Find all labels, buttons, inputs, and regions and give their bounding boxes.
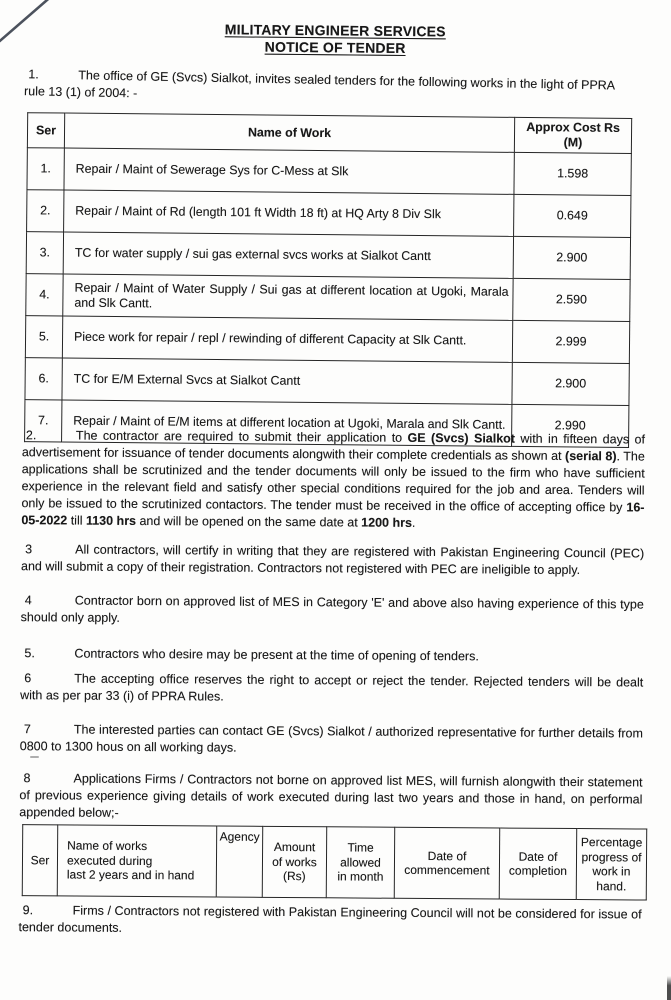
paragraph-text: The contractor are required to submit their application to (75, 428, 408, 445)
paragraph-number: 5. (24, 646, 35, 661)
works-row-cost: 1.598 (514, 152, 631, 195)
paragraph-8 (19, 770, 642, 825)
scan-smudge (30, 756, 39, 758)
works-row-ser: 4. (26, 274, 63, 316)
paragraph-number: 2. (25, 428, 37, 443)
works-row-cost: 2.999 (512, 320, 629, 363)
paragraph-number: 3 (25, 542, 33, 557)
paragraph-6 (20, 670, 643, 708)
paragraph-1 (24, 66, 648, 112)
works-row-cost: 0.649 (514, 194, 631, 237)
works-row-ser: 6. (25, 358, 62, 400)
paragraph-text: rule 13 (1) of 2004: - (23, 84, 138, 101)
paragraph-text: The office of GE (Svcs) Sialkot, invites sealed tenders for the following works in the light of PPRA (78, 68, 616, 93)
paragraph-3 (21, 541, 644, 579)
works-table-row (27, 148, 631, 196)
works-table-row (26, 232, 630, 280)
paragraph-text: Firms / Contractors not registered with Pakistan Engineering Council will not be considered for issue of tender documents. (18, 903, 642, 935)
paragraph-text-bold: 16-05-2022 (21, 500, 645, 528)
works-row-name: Piece work for repair / repl / rewinding of different Capacity at Slk Cantt. (62, 316, 512, 362)
exp-header-date-completion: Date of completion (499, 828, 576, 900)
paragraph-text: Contractors who desire may be present at the time of opening of tenders. (74, 646, 479, 664)
works-row-cost: 2.900 (513, 236, 630, 279)
scan-edge-artifact (667, 976, 671, 1000)
paragraph-text-bold: 1130 hrs (85, 513, 137, 528)
works-table (24, 112, 632, 448)
title-line-1: MILITARY ENGINEER SERVICES (224, 21, 446, 40)
paragraph-4 (21, 592, 644, 630)
works-row-cost: 2.900 (512, 362, 629, 405)
works-header-ser: Ser (27, 113, 64, 148)
title-line-2: NOTICE OF TENDER (264, 38, 406, 57)
works-row-name: Repair / Maint of Water Supply / Sui gas at different location at Ugoki, Marala and Slk Cantt. (63, 274, 513, 320)
works-table-row (25, 316, 629, 364)
paragraph-9 (18, 902, 641, 940)
paragraph-5 (20, 645, 643, 666)
exp-header-time-allowed: Time allowed in month (326, 827, 394, 898)
works-row-name: Repair / Maint of Sewerage Sys for C-Mess at Slk (64, 148, 514, 194)
paragraph-text-bold: GE (Svcs) Sialkot (407, 430, 516, 446)
exp-header-date-commencement: Date of commencement (394, 827, 499, 899)
paragraph-text: till (67, 513, 87, 528)
works-row-ser: 5. (25, 316, 62, 358)
paragraph-number: 9. (22, 903, 34, 918)
paragraph-2 (21, 427, 645, 533)
document-title (0, 19, 671, 59)
paragraph-number: 7 (23, 722, 31, 737)
paragraph-text: Contractor born on approved list of MES in Category 'E' and above also having experience of this type should only apply. (20, 593, 644, 625)
works-row-cost: 2.990 (512, 404, 629, 447)
paragraph-text: with in fifteen days of advertisement for issuance of tender documents alongwith their complete credentials as shown at (21, 431, 646, 463)
works-table-row (26, 274, 630, 322)
works-table-row (25, 358, 629, 406)
paragraph-text: Applications Firms / Contractors not borne on approved list MES, will furnish alongwith their statement of previous experience giving details of work executed during last two years and those in hand, on performal appended below;- (19, 771, 643, 820)
paragraph-number: 6 (24, 671, 32, 686)
works-table-row (27, 190, 631, 238)
exp-header-agency: Agency (216, 826, 262, 897)
paragraph-7 (20, 721, 643, 759)
paragraph-text: and will be opened on the same date at (135, 513, 362, 530)
works-row-name: Repair / Maint of Rd (length 101 ft Width 18 ft) at HQ Arty 8 Div Slk (64, 190, 514, 236)
paragraph-number: 1. (28, 67, 39, 82)
exp-header-percentage-progress: Percentage progress of work in hand. (576, 829, 646, 900)
works-table-header-row (27, 113, 631, 154)
paragraph-text: . (411, 515, 416, 530)
paragraph-text: The interested parties can contact GE (Svcs) Sialkot / authorized representative for further details from 0800 to 1300 hous on all working days. (19, 722, 643, 755)
works-row-name: TC for E/M External Svcs at Sialkot Cantt (62, 358, 512, 404)
experience-table (22, 824, 647, 900)
paragraph-number: 4 (24, 593, 32, 608)
works-header-name: Name of Work (64, 113, 514, 152)
exp-header-amount: Amount of works (Rs) (262, 826, 326, 897)
works-row-ser: 1. (27, 148, 64, 190)
works-row-name: TC for water supply / sui gas external svcs works at Sialkot Cantt (63, 232, 513, 278)
paragraph-text: The accepting office reserves the right to accept or reject the tender. Rejected tenders will be dealt with as per par 33 (i) of PPRA Rules. (20, 671, 644, 704)
works-row-ser: 7. (25, 400, 62, 442)
paragraph-number: 8 (23, 771, 31, 786)
experience-table-header-row (22, 825, 646, 900)
works-row-ser: 2. (27, 190, 64, 232)
works-row-ser: 3. (26, 232, 63, 274)
paragraph-text: . The applications shall be scrutinized and the tender documents will only be issued to the firm who have sufficient experience in the relevant field and satisfy other special conditions required for the job and area. Tenders will only be issued to the scrutinized contactors. The tender must be received in the office of accepting office by (21, 449, 645, 515)
works-row-cost: 2.590 (513, 278, 630, 321)
exp-header-name-of-works: Name of works executed during last 2 years and in hand (57, 825, 216, 897)
paragraph-text: All contractors, will certify in writing that they are registered with Pakistan Engineering Council (PEC) and will submit a copy of their registration. Contractors not registered with PEC are ineligible to apply. (20, 542, 645, 578)
paragraph-text-bold: (serial 8) (565, 448, 617, 464)
works-header-cost: Approx Cost Rs (M) (514, 117, 631, 153)
exp-header-ser: Ser (22, 825, 57, 896)
works-row-name: Repair / Maint of E/M items at different location at Ugoki, Marala and Slk Cantt. (62, 400, 512, 446)
paragraph-text-bold: 1200 hrs (361, 515, 412, 530)
